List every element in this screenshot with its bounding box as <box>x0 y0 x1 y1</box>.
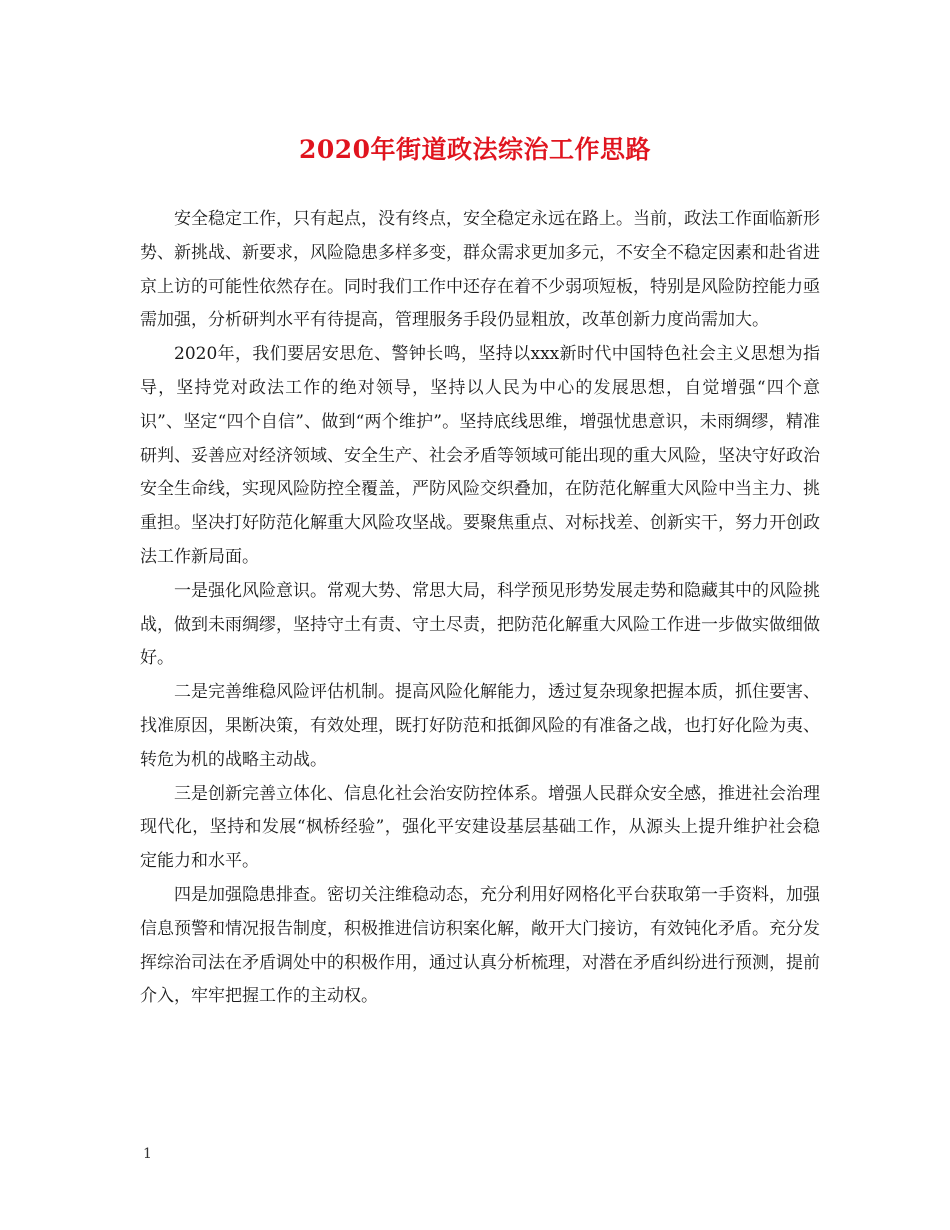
document-body <box>140 203 820 1014</box>
paragraph-item-4: 四是加强隐患排查。密切关注维稳动态，充分利用好网格化平台获取第一手资料，加强信息预警和情况报告制度，积极推进信访积案化解，敞开大门接访，有效钝化矛盾。充分发挥综治司法在矛盾调处中的积极作用，通过认真分析梳理，对潜在矛盾纠纷进行预测，提前介入，牢牢把握工作的主动权。 <box>140 884 820 1007</box>
paragraph-item-2: 二是完善维稳风险评估机制。提高风险化解能力，透过复杂现象把握本质，抓住要害、找准原因，果断决策，有效处理，既打好防范和抵御风险的有准备之战，也打好化险为夷、转危为机的战略主动战。 <box>140 682 820 770</box>
page-number: 1 <box>143 1146 152 1162</box>
paragraph-item-1: 一是强化风险意识。常观大势、常思大局，科学预见形势发展走势和隐藏其中的风险挑战，做到未雨绸缪，坚持守土有责、守土尽责，把防范化解重大风险工作进一步做实做细做好。 <box>140 580 820 669</box>
paragraph-item-3: 三是创新完善立体化、信息化社会治安防控体系。增强人民群众安全感，推进社会治理现代化，坚持和发展“枫桥经验”，强化平安建设基层基础工作，从源头上提升维护社会稳定能力和水平。 <box>140 783 820 872</box>
paragraph-intro: 安全稳定工作，只有起点，没有终点，安全稳定永远在路上。当前，政法工作面临新形势、新挑战、新要求，风险隐患多样多变，群众需求更加多元，不安全不稳定因素和赴省进京上访的可能性依然存在。同时我们工作中还存在着不少弱项短板，特别是风险防控能力亟需加强，分析研判水平有待提高，管理服务手段仍显粗放，改革创新力度尚需加大。 <box>140 209 820 331</box>
page-title: 2020年街道政法综治工作思路 <box>298 135 652 164</box>
paragraph-2020-plan: 2020年，我们要居安思危、警钟长鸣，坚持以xxx新时代中国特色社会主义思想为指导，坚持党对政法工作的绝对领导，坚持以人民为中心的发展思想，自觉增强“四个意识”、坚定“四个自信”、做到“两个维护”。坚持底线思维，增强忧患意识，未雨绸缪，精准研判、妥善应对经济领域、安全生产、社会矛盾等领域可能出现的重大风险，坚决守好政治安全生命线，实现风险防控全覆盖，严防风险交织叠加，在防范化解重大风险中当主力、挑重担。坚决打好防范化解重大风险攻坚战。要聚焦重点、对标找差、创新实干，努力开创政法工作新局面。 <box>140 344 820 567</box>
